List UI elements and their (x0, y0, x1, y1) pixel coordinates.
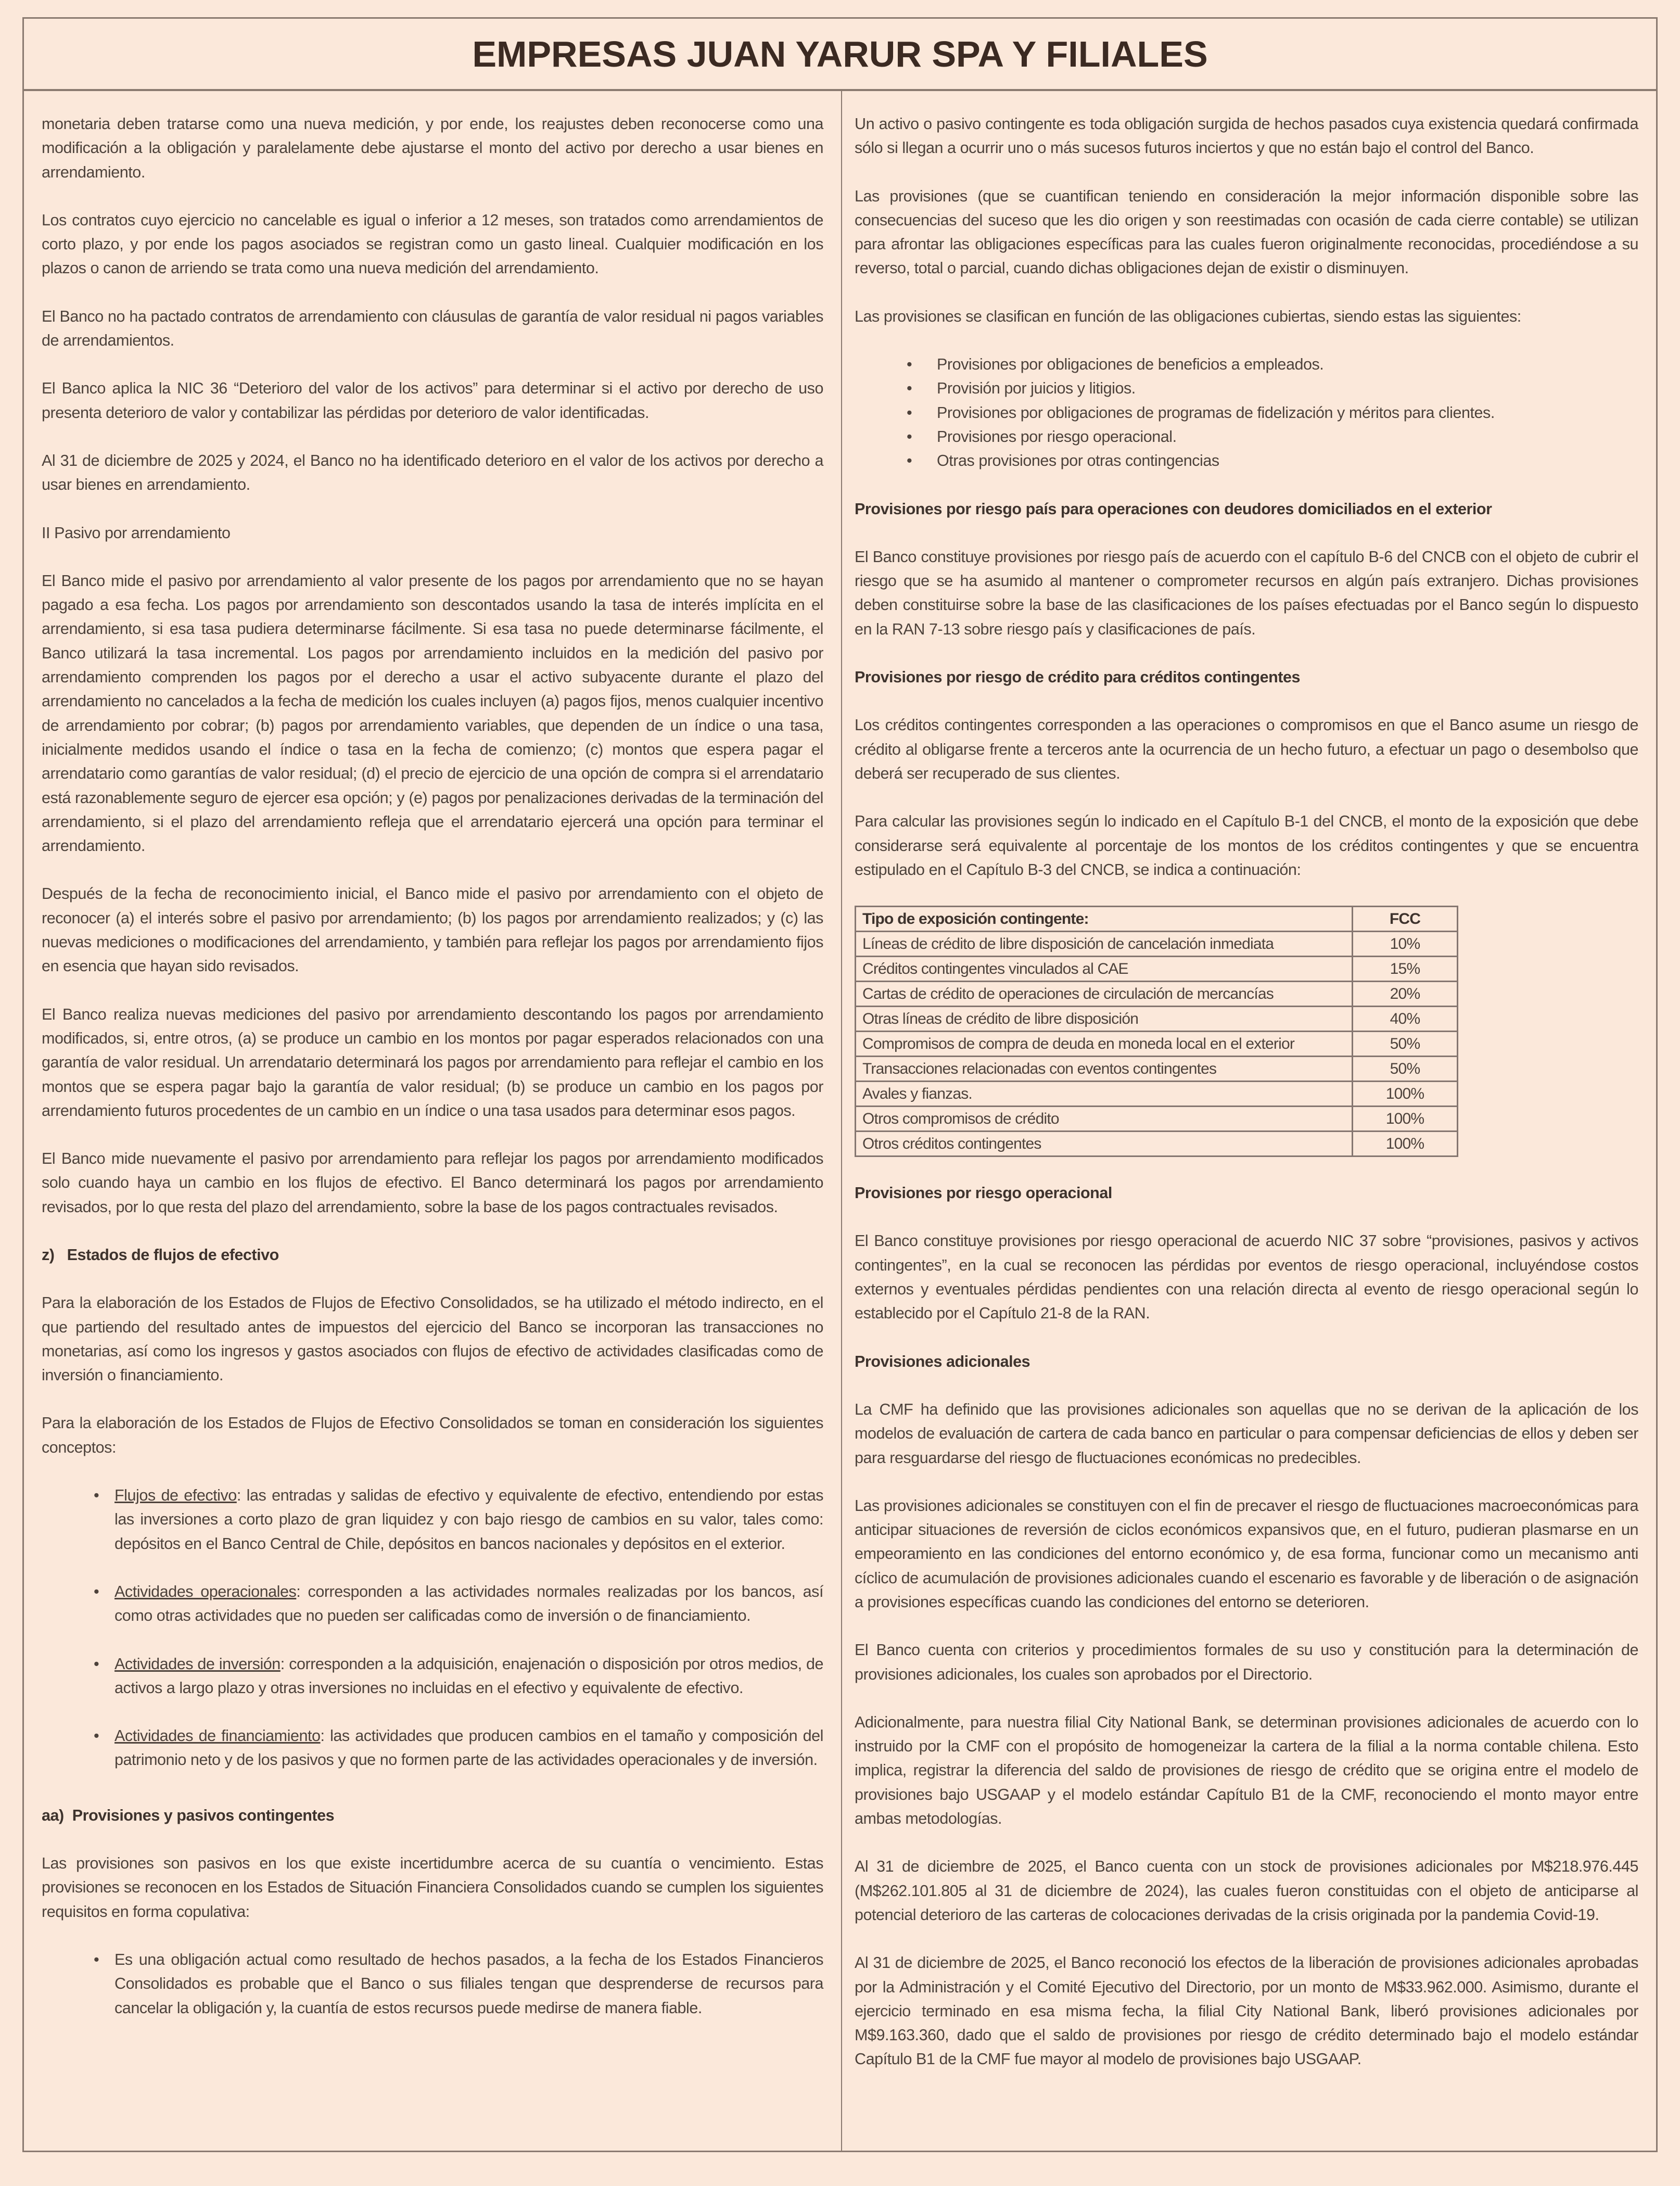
paragraph: El Banco constituye provisiones por riesgo operacional de acuerdo NIC 37 sobre “provisiones, pasivos y activos contingentes”, en la cual se reconocen las pérdidas por eventos de riesgo operacional, incluyéndose costos externos y eventuales pérdidas pendientes con una relación directa al evento de riesgo operacional según lo establecido por el Capítulo 21-8 de la RAN. (855, 1232, 1638, 1323)
list-item-text: Provisiones por obligaciones de beneficios a empleados. (937, 355, 1324, 374)
table-row (856, 1107, 1458, 1132)
paragraph: Las provisiones se clasifican en función de las obligaciones cubiertas, siendo estas las siguientes: (855, 307, 1521, 325)
paragraph: Las provisiones son pasivos en los que existe incertidumbre acerca de su cuantía o vencimiento. Estas provisiones se reconocen en los Estados de Situación Financiera Consolidados cuando se cumplen los siguientes requisitos en forma copulativa: (42, 1854, 823, 1921)
table-cell: Otros compromisos de crédito (856, 1107, 1353, 1132)
table-cell: Avales y fianzas. (856, 1082, 1353, 1107)
paragraph: Un activo o pasivo contingente es toda obligación surgida de hechos pasados cuya existencia quedará confirmada sólo si llegan a ocurrir uno o más sucesos futuros inciertos y que no están bajo el control del Banco. (855, 115, 1638, 157)
list-item-text: Provisiones por riesgo operacional. (937, 427, 1177, 446)
table-cell: 20% (1353, 982, 1458, 1007)
paragraph: El Banco constituye provisiones por riesgo país de acuerdo con el capítulo B-6 del CNCB con el objeto de cubrir el riesgo que se ha asumido al mantener o comprometer recursos en algún país extranjero. Dichas provisiones deben constituirse sobre la base de las clasificaciones de los países efectuadas por el Banco según lo dispuesto en la RAN 7-13 sobre riesgo país y clasificaciones de país. (855, 548, 1638, 638)
table-cell: 40% (1353, 1007, 1458, 1032)
table-cell: 50% (1353, 1032, 1458, 1057)
paragraph: Para la elaboración de los Estados de Flujos de Efectivo Consolidados, se ha utilizado el método indirecto, en el que partiendo del resultado antes de impuestos del ejercicio del Banco se incorporan las transacciones no monetarias, así como los ingresos y gastos asociados con flujos de efectivo de actividades clasificadas como de inversión o financiamiento. (42, 1294, 823, 1384)
paragraph: Para calcular las provisiones según lo indicado en el Capítulo B-1 del CNCB, el monto de la exposición que debe considerarse será equivalente al porcentaje de los montos de los créditos contingentes y que se encuentra estipulado en el Capítulo B-3 del CNCB, se indica a continuación: (855, 812, 1638, 879)
bullet-icon: • (907, 452, 912, 470)
right-column (842, 91, 1656, 2152)
section-heading: Provisiones por riesgo operacional (855, 1184, 1112, 1202)
paragraph: El Banco no ha pactado contratos de arrendamiento con cláusulas de garantía de valor residual ni pagos variables de arrendamientos. (42, 307, 823, 350)
paragraph: El Banco cuenta con criterios y procedimientos formales de su uso y constitución para la determinación de provisiones adicionales, los cuales son aprobados por el Directorio. (855, 1641, 1638, 1683)
paragraph: monetaria deben tratarse como una nueva medición, y por ende, los reajustes deben reconocerse como una modificación a la obligación y paralelamente debe ajustarse el monto del activo por derecho a usar bienes en arrendamiento. (42, 115, 823, 181)
list-item (855, 376, 1638, 400)
table-row (856, 957, 1458, 982)
bullet-icon: • (907, 403, 912, 422)
paragraph: El Banco aplica la NIC 36 “Deterioro del valor de los activos” para determinar si el activo por derecho de uso presenta deterioro de valor y contabilizar las pérdidas por deterioro de valor identificadas. (42, 379, 823, 422)
section-heading-z: z) Estados de flujos de efectivo (42, 1245, 279, 1264)
bullet-icon: • (94, 1486, 99, 1505)
list-item (42, 1724, 823, 1772)
paragraph: Para la elaboración de los Estados de Flujos de Efectivo Consolidados se toman en consideración los siguientes conceptos: (42, 1414, 823, 1456)
columns (24, 91, 1656, 2152)
table-cell: Otros créditos contingentes (856, 1132, 1353, 1156)
table-cell: 50% (1353, 1057, 1458, 1082)
list-item-text: Provisión por juicios y litigios. (937, 379, 1136, 398)
table-cell: Compromisos de compra de deuda en moneda local en el exterior (856, 1032, 1353, 1057)
concepts-list (42, 1483, 823, 1772)
table-row (856, 1032, 1458, 1057)
table-cell: 15% (1353, 957, 1458, 982)
table-cell: Líneas de crédito de libre disposición de cancelación inmediata (856, 932, 1353, 957)
list-item (42, 1580, 823, 1628)
table-cell: Créditos contingentes vinculados al CAE (856, 957, 1353, 982)
list-item (42, 1948, 823, 2020)
table-cell: 100% (1353, 1132, 1458, 1156)
paragraph: Al 31 de diciembre de 2025 y 2024, el Banco no ha identificado deterioro en el valor de los activos por derecho a usar bienes en arrendamiento. (42, 451, 823, 494)
paragraph: Los créditos contingentes corresponden a las operaciones o compromisos en que el Banco asume un riesgo de crédito al obligarse frente a terceros ante la ocurrencia de un hecho futuro, a efectuar un pago o desembolso que deberá ser recuperado de sus clientes. (855, 716, 1638, 782)
paragraph: Las provisiones adicionales se constituyen con el fin de precaver el riesgo de fluctuaciones macroeconómicas para anticipar situaciones de reversión de ciclos económicos expansivos que, en el futuro, pudieran plasmarse en un empeoramiento en las condiciones del entorno económico y, de esa forma, funcionar como un mecanismo anti cíclico de acumulación de provisiones adicionales cuando el escenario es favorable y de liberación o de asignación a provisiones específicas cuando las condiciones del entorno se deterioren. (855, 1496, 1638, 1611)
table-cell: 10% (1353, 932, 1458, 957)
requirements-list (42, 1948, 823, 2020)
table-header-row (856, 907, 1458, 932)
section-heading: Provisiones por riesgo de crédito para créditos contingentes (855, 668, 1301, 687)
table-row (856, 1132, 1458, 1156)
paragraph: Adicionalmente, para nuestra filial City National Bank, se determinan provisiones adicionales de acuerdo con lo instruido por la CMF con el propósito de homogeneizar la cartera de la filial a la norma contable chilena. Esto implica, registrar la diferencia del saldo de provisiones de riesgo de crédito que se origina entre el modelo de provisiones bajo USGAAP y el modelo estándar Capítulo B1 de la CMF, reconociendo el monto mayor entre ambas metodologías. (855, 1713, 1638, 1828)
paragraph: El Banco mide nuevamente el pasivo por arrendamiento para reflejar los pagos por arrendamiento modificados solo cuando haya un cambio en los flujos de efectivo. El Banco determinará los pagos por arrendamiento revisados, por lo que resta del plazo del arrendamiento, sobre la base de los pagos contractuales revisados. (42, 1150, 823, 1216)
section-heading: Provisiones adicionales (855, 1352, 1030, 1370)
concept-text: : corresponden a las actividades normales realizadas por los bancos, así como otras actividades que no pueden ser calificadas como de inversión o de financiamiento. (114, 1582, 823, 1625)
table-row (856, 982, 1458, 1007)
table-header: Tipo de exposición contingente: (856, 907, 1353, 932)
bullet-icon: • (94, 1727, 99, 1745)
table-row (856, 1057, 1458, 1082)
table-cell: Transacciones relacionadas con eventos contingentes (856, 1057, 1353, 1082)
bullet-icon: • (94, 1582, 99, 1600)
concept-text: : las actividades que producen cambios en el tamaño y composición del patrimonio neto y de los pasivos y que no formen parte de las actividades operacionales y de inversión. (114, 1727, 823, 1769)
list-item (42, 1652, 823, 1700)
bullet-icon: • (907, 355, 912, 374)
requirement-text: Es una obligación actual como resultado de hechos pasados, a la fecha de los Estados Financieros Consolidados es probable que el Banco o sus filiales tengan que desprenderse de recursos para cancelar la obligación y, la cuantía de estos recursos puede medirse de manera fiable. (114, 1950, 823, 2017)
paragraph: Después de la fecha de reconocimiento inicial, el Banco mide el pasivo por arrendamiento con el objeto de reconocer (a) el interés sobre el pasivo por arrendamiento; (b) los pagos por arrendamiento realizados; y (c) las nuevas mediciones o modificaciones del arrendamiento, y también para reflejar los pagos por arrendamiento fijos en esencia que hayan sido revisados. (42, 885, 823, 975)
list-item (855, 352, 1638, 376)
table-row (856, 1082, 1458, 1107)
list-item-text: Otras provisiones por otras contingencias (937, 452, 1219, 470)
list-item-text: Provisiones por obligaciones de programas de fidelización y méritos para clientes. (937, 403, 1495, 422)
concept-term: Actividades de inversión (114, 1655, 281, 1673)
paragraph: Al 31 de diciembre de 2025, el Banco reconoció los efectos de la liberación de provisiones adicionales aprobadas por la Administración y el Comité Ejecutivo del Directorio, por un monto de M$33.962.000. Asimismo, durante el ejercicio terminado en esa misma fecha, la filial City National Bank, liberó provisiones adicionales por M$9.163.360, dado que el saldo de provisiones por riesgo de crédito determinado bajo el modelo estándar Capítulo B1 de la CMF fue mayor al modelo de provisiones bajo USGAAP. (855, 1954, 1638, 2068)
concept-text: : corresponden a la adquisición, enajenación o disposición por otros medios, de activos a largo plazo y otras inversiones no incluidas en el efectivo y equivalente de efectivo. (114, 1655, 823, 1697)
list-item (855, 401, 1638, 425)
paragraph: El Banco mide el pasivo por arrendamiento al valor presente de los pagos por arrendamiento que no se hayan pagado a esa fecha. Los pagos por arrendamiento son descontados usando la tasa de interés implícita en el arrendamiento, si esa tasa pudiera determinarse fácilmente. Si esa tasa no puede determinarse fácilmente, el Banco utilizará la tasa incremental. Los pagos por arrendamiento incluidos en la medición del pasivo por arrendamiento comprenden los pagos por el derecho a usar el activo subyacente durante el plazo del arrendamiento no cancelados a la fecha de medición los cuales incluyen (a) pagos fijos, menos cualquier incentivo de arrendamiento por cobrar; (b) pagos por arrendamiento variables, que dependen de un índice o una tasa, inicialmente medidos usando el índice o tasa en la fecha de comienzo; (c) montos que espera pagar el arrendatario como garantías de valor residual; (d) el precio de ejercicio de una opción de compra si el arrendatario está razonablemente seguro de ejercer esa opción; y (e) pagos por penalizaciones derivadas de la terminación del arrendamiento, si el plazo del arrendamiento refleja que el arrendatario ejercerá una opción para terminar el arrendamiento. (42, 571, 823, 855)
page-title: EMPRESAS JUAN YARUR SPA Y FILIALES (472, 33, 1208, 74)
fcc-table (855, 906, 1458, 1157)
provision-types-list (855, 352, 1638, 473)
table-cell: 100% (1353, 1107, 1458, 1132)
bullet-icon: • (94, 1950, 99, 1968)
table-row (856, 1007, 1458, 1032)
section-heading: Provisiones por riesgo país para operaciones con deudores domiciliados en el exterior (855, 500, 1492, 518)
table-cell: Otras líneas de crédito de libre disposición (856, 1007, 1353, 1032)
list-item (855, 449, 1638, 473)
bullet-icon: • (907, 379, 912, 398)
paragraph: El Banco realiza nuevas mediciones del pasivo por arrendamiento descontando los pagos por arrendamiento modificados, si, entre otros, (a) se produce un cambio en los montos por pagar esperados relacionados con una garantía de valor residual. Un arrendatario determinará los pagos por arrendamiento para reflejar el cambio en los montos que se espera pagar bajo la garantía de valor residual; (b) se produce un cambio en los pagos por arrendamiento futuros procedentes de un cambio en un índice o una tasa usados para determinar esos pagos. (42, 1005, 823, 1120)
concept-text: : las entradas y salidas de efectivo y equivalente de efectivo, entendiendo por estas las inversiones a corto plazo de gran liquidez y con bajo riesgo de cambios en su valor, tales como: depósitos en el Banco Central de Chile, depósitos en bancos nacionales y depósitos en el exterior. (114, 1486, 824, 1553)
table-header: FCC (1353, 907, 1458, 932)
bullet-icon: • (907, 427, 912, 446)
table-cell: 100% (1353, 1082, 1458, 1107)
concept-term: Actividades operacionales (114, 1582, 297, 1600)
table-row (856, 932, 1458, 957)
paragraph: Al 31 de diciembre de 2025, el Banco cuenta con un stock de provisiones adicionales por M$218.976.445 (M$262.101.805 al 31 de diciembre de 2024), las cuales fueron constituidas con el objeto de anticiparse al potencial deterioro de las carteras de colocaciones derivadas de la crisis originada por la pandemia Covid-19. (855, 1858, 1638, 1924)
subheading: II Pasivo por arrendamiento (42, 524, 231, 542)
list-item (855, 425, 1638, 449)
paragraph: Los contratos cuyo ejercicio no cancelable es igual o inferior a 12 meses, son tratados como arrendamientos de corto plazo, y por ende los pagos asociados se registran como un gasto lineal. Cualquier modificación en los plazos o canon de arriendo se trata como una nueva medición del arrendamiento. (42, 211, 823, 277)
left-column (24, 91, 842, 2152)
concept-term: Actividades de financiamiento (114, 1727, 321, 1745)
page-header (24, 19, 1656, 91)
paragraph: Las provisiones (que se cuantifican teniendo en consideración la mejor información disponible sobre las consecuencias del suceso que les dio origen y son reestimadas con ocasión de cada cierre contable) se utilizan para afrontar las obligaciones específicas para las cuales fueron originalmente reconocidas, procediéndose a su reverso, total o parcial, cuando dichas obligaciones dejan de existir o disminuyen. (855, 187, 1638, 277)
page-frame (22, 17, 1658, 2152)
bullet-icon: • (94, 1655, 99, 1673)
table-cell: Cartas de crédito de operaciones de circulación de mercancías (856, 982, 1353, 1007)
concept-term: Flujos de efectivo (114, 1486, 237, 1505)
paragraph: La CMF ha definido que las provisiones adicionales son aquellas que no se derivan de la aplicación de los modelos de evaluación de cartera de cada banco en particular o para compensar deficiencias de ellos y deben ser para resguardarse del riesgo de fluctuaciones económicas no predecibles. (855, 1400, 1638, 1467)
section-heading-aa: aa) Provisiones y pasivos contingentes (42, 1806, 335, 1824)
list-item (42, 1483, 823, 1556)
